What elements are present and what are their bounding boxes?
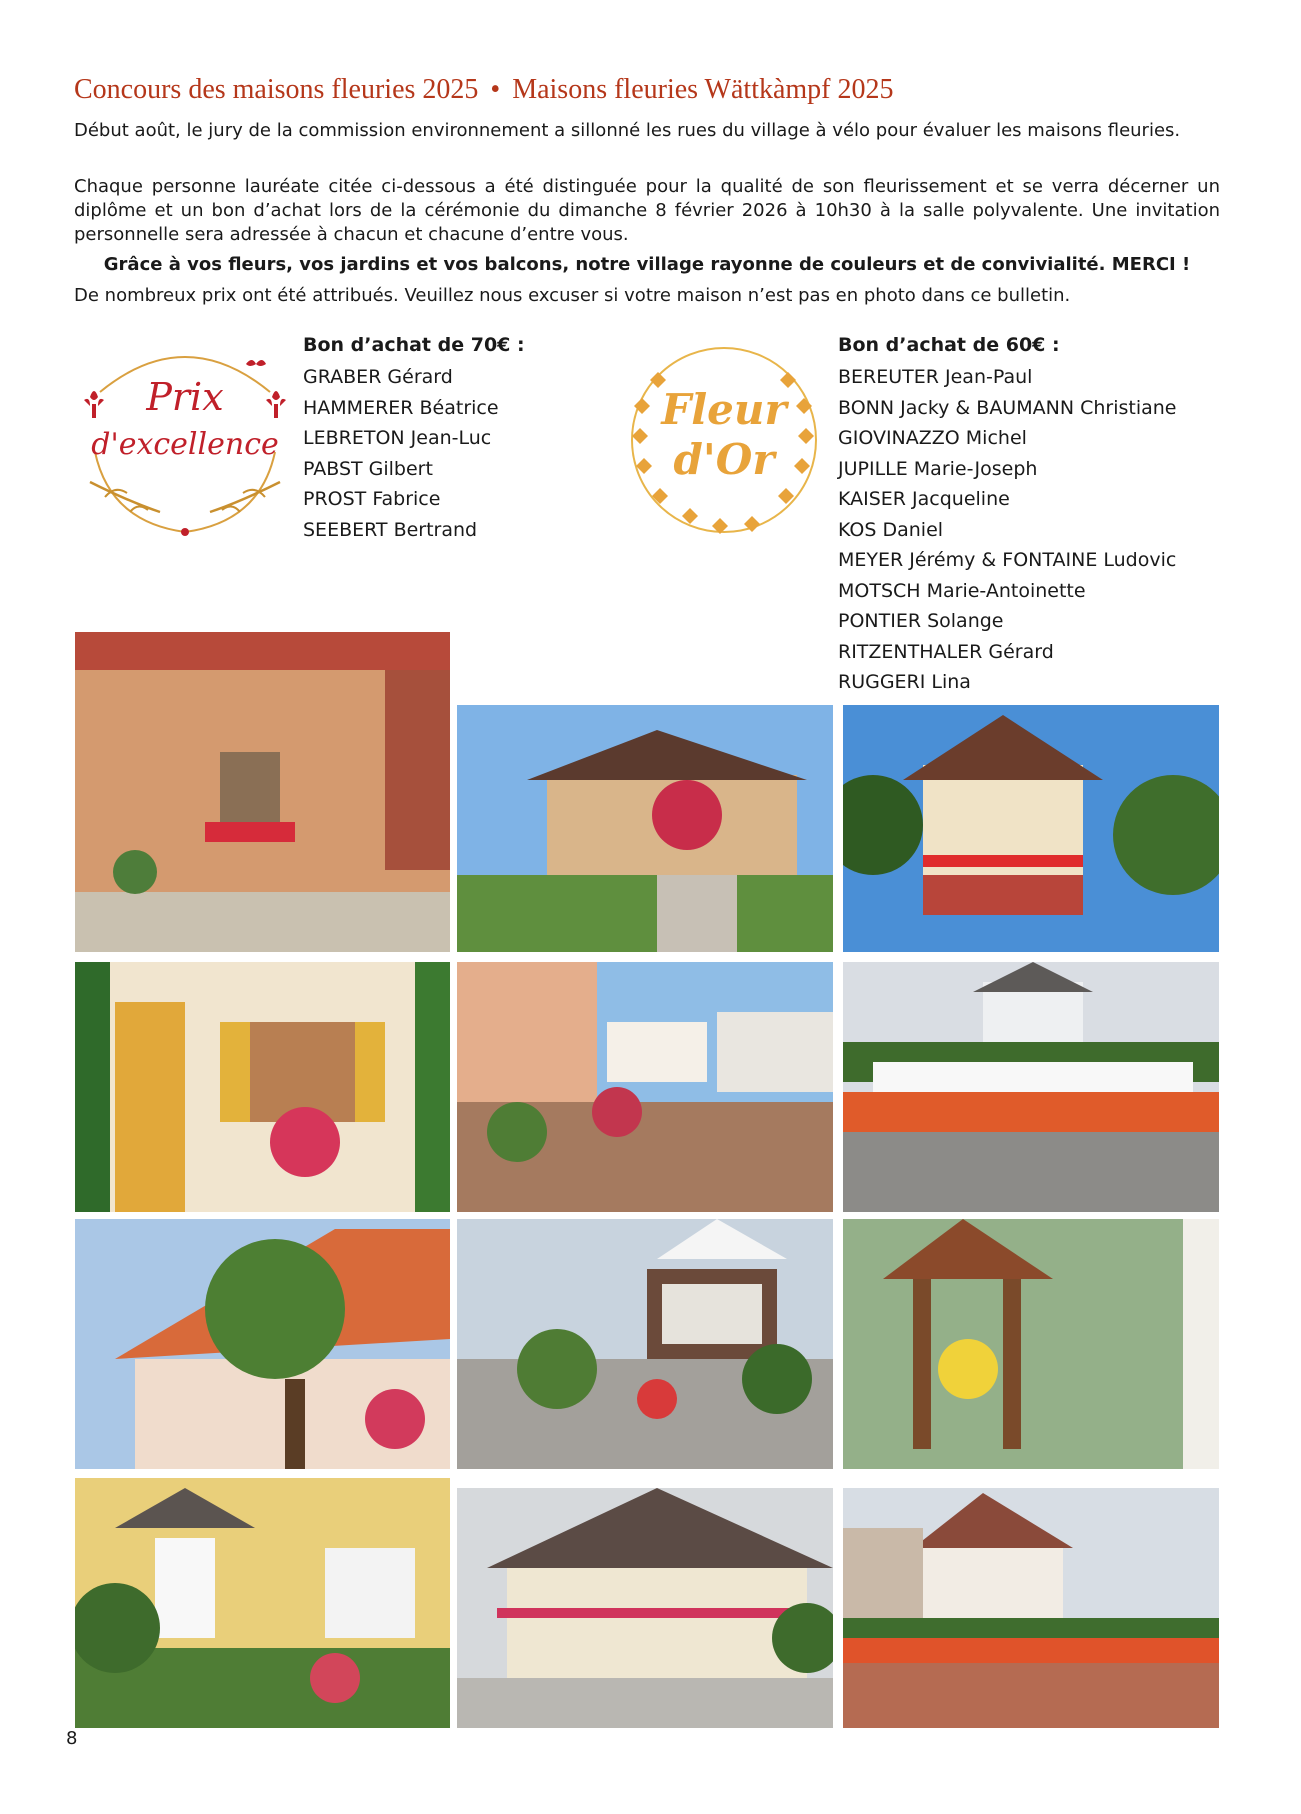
house-photo-yellow-facade [75,1478,450,1728]
thanks-paragraph: Grâce à vos fleurs, vos jardins et vos balcons, notre village rayonne de couleurs et de convivialité. MERCI ! [103,254,1191,275]
list-item: JUPILLE Marie-Joseph [838,457,1038,480]
list-item: PONTIER Solange [838,610,1004,632]
apology-paragraph: De nombreux prix ont été attribués. Veuillez nous excuser si votre maison n’est pas en photo dans ce bulletin. [74,285,1071,306]
list-item: BEREUTER Jean-Paul [838,366,1033,388]
prix-logo-line2: d'excellence [91,427,279,462]
title-separator: • [490,74,501,105]
house-photo-gable-house [843,705,1219,952]
house-photo-courtyard [457,962,833,1212]
page-number: 8 [66,1728,78,1749]
list-item: PABST Gilbert [303,457,433,480]
prix-excellence-logo [70,332,300,542]
list-item: KOS Daniel [838,518,944,541]
excellence-winners-list [303,362,499,545]
fleur-logo-line2: d'Or [673,435,775,484]
house-photo-orange-roof [75,1219,450,1469]
page-title [74,74,1234,106]
list-item: RITZENTHALER Gérard [838,640,1054,663]
list-item: RUGGERI Lina [838,671,971,693]
title-left: Concours des maisons fleuries 2025 [74,74,479,105]
fleur-or-logo [612,336,837,546]
list-item: HAMMERER Béatrice [303,396,499,419]
house-photo-mural [75,632,450,952]
list-item: GIOVINAZZO Michel [838,427,1027,449]
list-item: BONN Jacky & BAUMANN Christiane [838,396,1177,419]
house-photo-bay-window [457,1219,833,1469]
title-right: Maisons fleuries Wättkàmpf 2025 [512,74,894,105]
house-photo-wooden-well [843,1219,1219,1469]
house-photo-white-fence [843,962,1219,1212]
house-photo-yellow-shutters [75,962,450,1212]
list-item: KAISER Jacqueline [838,488,1010,510]
list-item: MEYER Jérémy & FONTAINE Ludovic [838,549,1177,571]
excellence-heading: Bon d’achat de 70€ : [303,334,525,356]
intro-paragraph: Début août, le jury de la commission environnement a sillonné les rues du village à vélo pour évaluer les maisons fleuries. [74,120,1181,141]
list-item: PROST Fabrice [303,488,441,510]
house-photo-balcony-flowers [457,1488,833,1728]
fleur-or-winners-list [838,362,1176,698]
fleur-or-heading: Bon d’achat de 60€ : [838,334,1060,356]
house-photo-brick-driveway [843,1488,1219,1728]
house-photo-bungalow-garden [457,705,833,952]
list-item: LEBRETON Jean-Luc [303,427,492,449]
prix-logo-line1: Prix [146,375,224,419]
list-item: MOTSCH Marie-Antoinette [838,579,1086,602]
list-item: SEEBERT Bertrand [303,518,478,541]
list-item: GRABER Gérard [303,366,453,388]
ceremony-paragraph: Chaque personne lauréate citée ci-dessous a été distinguée pour la qualité de son fleurissement et se verra décerner un diplôme et un bon d’achat lors de la cérémonie du dimanche 8 février 2026 à 10h30 à la salle polyvalente. Une invitation personnelle sera adressée à chacun et chacune d’entre vous. [74,176,1220,245]
fleur-logo-line1: Fleur [661,385,787,434]
